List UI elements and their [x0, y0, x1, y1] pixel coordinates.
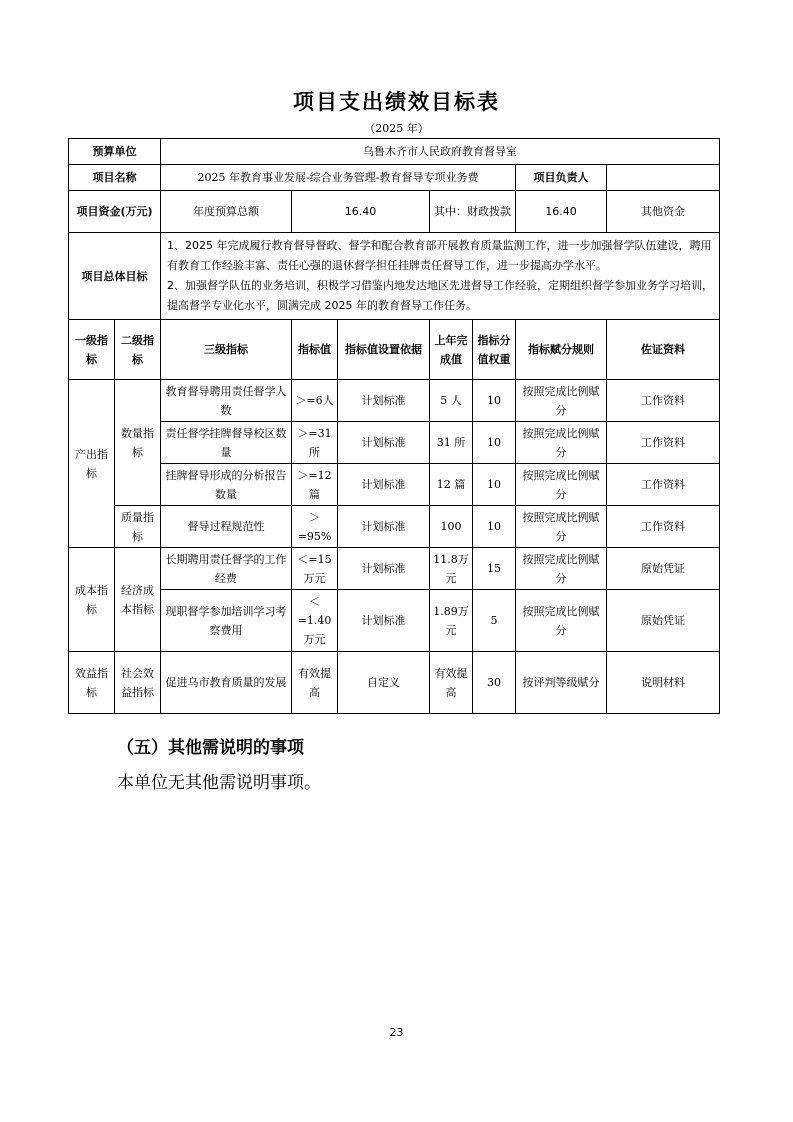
header-rule: 指标赋分规则 [516, 320, 607, 380]
group-economic-cost: 经济成本指标 [115, 548, 161, 652]
header-evidence: 佐证资料 [607, 320, 720, 380]
row-rule: 按照完成比例赋分 [516, 590, 607, 652]
year-label: （2025 年） [364, 122, 429, 135]
header-value: 指标值 [292, 320, 338, 380]
row-name: 教育督导聘用责任督学人数 [161, 380, 292, 422]
table-row [69, 590, 720, 652]
row-value: ＞=6人 [292, 380, 338, 422]
row-last: 有效提高 [430, 652, 473, 714]
budget-unit-value: 乌鲁木齐市人民政府教育督导室 [161, 139, 720, 165]
table-row [69, 506, 720, 548]
row-weight: 10 [473, 506, 516, 548]
row-value: ＞=95% [292, 506, 338, 548]
project-name-label: 项目名称 [69, 165, 161, 191]
row-basis: 计划标准 [338, 380, 430, 422]
group-benefit: 效益指标 [69, 652, 115, 714]
group-cost: 成本指标 [69, 548, 115, 652]
row-value: ＜=15万元 [292, 548, 338, 590]
project-leader-label: 项目负责人 [516, 165, 607, 191]
budget-unit-label: 预算单位 [69, 139, 161, 165]
row-rule: 按照完成比例赋分 [516, 380, 607, 422]
row-weight: 10 [473, 422, 516, 464]
page-number: 23 [389, 1026, 404, 1039]
goal-text-1: 1、2025 年完成履行教育督导督政、督学和配合教育部开展教育质量监测工作，进一步加强督学队伍建设，聘用有教育工作经验丰富、责任心强的退休督学担任挂牌责任督导工作，进一步提高办学水平。 [167, 239, 712, 272]
page-title: 项目支出绩效目标表 [293, 90, 500, 114]
project-leader-value [607, 165, 720, 191]
row-name: 责任督学挂牌督导校区数量 [161, 422, 292, 464]
header-level2: 二级指标 [115, 320, 161, 380]
row-evidence: 工作资料 [607, 380, 720, 422]
row-value: ＞=12篇 [292, 464, 338, 506]
row-basis: 计划标准 [338, 590, 430, 652]
row-rule: 按照完成比例赋分 [516, 422, 607, 464]
row-rule: 按照完成比例赋分 [516, 506, 607, 548]
table-row [69, 380, 720, 422]
row-name: 督导过程规范性 [161, 506, 292, 548]
row-basis: 计划标准 [338, 548, 430, 590]
annual-budget-value: 16.40 [292, 191, 430, 233]
funds-label: 项目资金(万元) [69, 191, 161, 233]
row-value: ＞=31所 [292, 422, 338, 464]
row-basis: 自定义 [338, 652, 430, 714]
row-last: 1.89万元 [430, 590, 473, 652]
row-weight: 30 [473, 652, 516, 714]
header-basis: 指标值设置依据 [338, 320, 430, 380]
table-row [69, 652, 720, 714]
row-name: 挂牌督导形成的分析报告数量 [161, 464, 292, 506]
row-last: 31 所 [430, 422, 473, 464]
row-evidence: 原始凭证 [607, 590, 720, 652]
fiscal-label: 其中：财政拨款 [430, 191, 516, 233]
row-weight: 10 [473, 464, 516, 506]
section-heading: （五）其他需说明的事项 [117, 738, 304, 758]
group-quantity: 数量指标 [115, 380, 161, 506]
project-name-value: 2025 年教育事业发展-综合业务管理-教育督导专项业务费 [161, 165, 516, 191]
performance-goal-table [68, 138, 720, 714]
row-basis: 计划标准 [338, 464, 430, 506]
row-name: 长期聘用责任督学的工作经费 [161, 548, 292, 590]
row-basis: 计划标准 [338, 506, 430, 548]
header-level1: 一级指标 [69, 320, 115, 380]
header-level3: 三级指标 [161, 320, 292, 380]
row-name: 现职督学参加培训学习考察费用 [161, 590, 292, 652]
row-value: 有效提高 [292, 652, 338, 714]
group-output: 产出指标 [69, 380, 115, 548]
goal-text-2: 2、加强督学队伍的业务培训，积极学习借鉴内地发达地区先进督导工作经验，定期组织督学参加业务学习培训，提高督学专业化水平，圆满完成 2025 年的教育督导工作任务。 [167, 279, 713, 312]
table-row [69, 548, 720, 590]
row-weight: 5 [473, 590, 516, 652]
goal-label: 项目总体目标 [69, 233, 161, 320]
annual-budget-label: 年度预算总额 [161, 191, 292, 233]
group-quality: 质量指标 [115, 506, 161, 548]
row-weight: 15 [473, 548, 516, 590]
section-text: 本单位无其他需说明事项。 [117, 773, 321, 793]
group-social-benefit: 社会效益指标 [115, 652, 161, 714]
row-last: 100 [430, 506, 473, 548]
row-last: 12 篇 [430, 464, 473, 506]
fiscal-value: 16.40 [516, 191, 607, 233]
row-last: 11.8万元 [430, 548, 473, 590]
row-evidence: 工作资料 [607, 506, 720, 548]
row-rule: 按照完成比例赋分 [516, 464, 607, 506]
header-last-year: 上年完成值 [430, 320, 473, 380]
row-value: ＜=1.40万元 [292, 590, 338, 652]
table-row [69, 464, 720, 506]
table-row [69, 422, 720, 464]
row-evidence: 原始凭证 [607, 548, 720, 590]
row-basis: 计划标准 [338, 422, 430, 464]
row-evidence: 工作资料 [607, 422, 720, 464]
row-evidence: 工作资料 [607, 464, 720, 506]
other-funds-label: 其他资金 [607, 191, 720, 233]
row-weight: 10 [473, 380, 516, 422]
header-weight: 指标分值权重 [473, 320, 516, 380]
row-evidence: 说明材料 [607, 652, 720, 714]
row-rule: 按评判等级赋分 [516, 652, 607, 714]
row-last: 5 人 [430, 380, 473, 422]
goal-text [161, 233, 720, 320]
row-rule: 按照完成比例赋分 [516, 548, 607, 590]
row-name: 促进乌市教育质量的发展 [161, 652, 292, 714]
